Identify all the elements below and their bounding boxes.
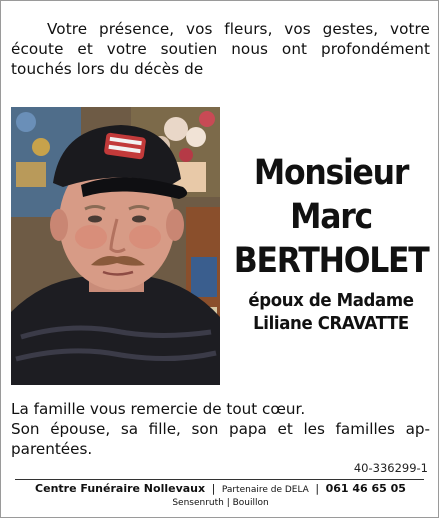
portrait-illustration [11,107,220,385]
funeral-home-name: Centre Funéraire Nollevaux [35,482,206,495]
footer-locations: Sensenruth | Bouillon [172,498,269,508]
intro-text: Votre présence, vos fleurs, vos gestes, votre écoute et votre soutien nous ont profondément touchés lors du décès de [11,20,430,78]
partner-text: Partenaire de DELA [221,485,309,495]
footer-main-line [1,482,439,497]
spouse-line-2: Liliane CRAVATTE [253,313,409,334]
footer [1,482,439,509]
deceased-last-name: BERTHOLET [233,241,429,281]
spouse-line-1: époux de Madame [248,290,414,311]
deceased-title: Monsieur [253,153,409,193]
reference-number: 40-336299-1 [353,461,428,475]
thanks-line-2: Son épouse, sa fille, son papa et les familles ap-parentées. [11,420,430,458]
footer-separator: | [315,482,320,495]
thanks-text [11,399,430,459]
footer-divider [15,479,424,480]
thanks-line-1: La famille vous remercie de tout cœur. [11,400,306,418]
footer-separator: | [211,482,216,495]
phone-number: 061 46 65 05 [325,482,406,495]
deceased-first-name: Marc [290,197,372,237]
deceased-name-block [223,151,439,335]
portrait-photo [11,107,220,385]
